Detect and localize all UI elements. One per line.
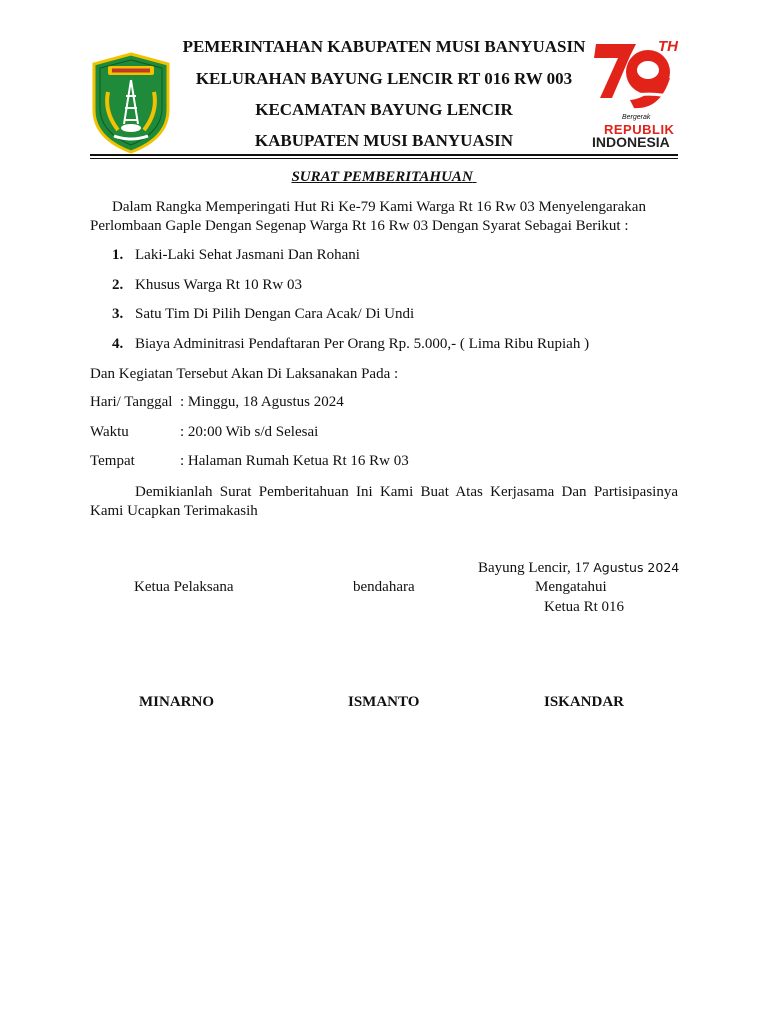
letter-title-text: SURAT PEMBERITAHUAN	[291, 169, 473, 185]
schedule-value: : Minggu, 18 Agustus 2024	[180, 394, 344, 410]
schedule-label: Waktu	[90, 424, 129, 440]
intro-text: Dalam Rangka Memperingati Hut Ri Ke-79 Kami Warga Rt 16 Rw 03 Menyelengarakan Perlombaan Gaple Dengan Segenap Warga Rt 16 Rw 03 Dengan Syarat Sebagai Berikut :	[90, 199, 646, 234]
place-date-suffix: Agustus 2024	[593, 560, 680, 575]
logo-indonesia: INDONESIA	[592, 134, 670, 150]
list-item-text: Laki-Laki Sehat Jasmani Dan Rohani	[135, 247, 360, 263]
list-item-text: Satu Tim Di Pilih Dengan Cara Acak/ Di Undi	[135, 306, 415, 322]
place-date	[478, 560, 679, 577]
list-item-text: Khusus Warga Rt 10 Rw 03	[135, 277, 302, 293]
signature-name-left: MINARNO	[139, 694, 214, 710]
closing-text: Demikianlah Surat Pemberitahuan Ini Kami Buat Atas Kerjasama Dan Partisipasinya Kami Ucapkan Terimakasih	[90, 484, 678, 519]
schedule-value: : 20:00 Wib s/d Selesai	[180, 424, 319, 440]
list-item-number: 4.	[112, 336, 124, 352]
kop-line-4: KABUPATEN MUSI BANYUASIN	[254, 131, 514, 150]
place-date-prefix: Bayung Lencir, 17	[478, 560, 590, 576]
signature-role-left: Ketua Pelaksana	[134, 579, 234, 595]
closing-paragraph	[90, 483, 678, 521]
signature-name-middle: ISMANTO	[348, 694, 420, 710]
schedule-value: : Halaman Rumah Ketua Rt 16 Rw 03	[180, 453, 409, 469]
kop-line-3: KECAMATAN BAYUNG LENCIR	[255, 100, 513, 119]
kop-line-1: PEMERINTAHAN KABUPATEN MUSI BANYUASIN	[182, 37, 586, 56]
signature-name-right: ISKANDAR	[544, 694, 625, 710]
intro-paragraph	[90, 198, 678, 236]
logo-th: TH	[658, 38, 678, 55]
schedule-label: Hari/ Tanggal	[90, 394, 173, 410]
logo-republik: REPUBLIK	[604, 122, 675, 137]
signature-role-right: Ketua Rt 016	[544, 599, 624, 615]
kop-line-2: KELURAHAN BAYUNG LENCIR RT 016 RW 003	[195, 69, 573, 88]
acknowledge-label: Mengatahui	[535, 579, 607, 595]
signature-role-middle: bendahara	[353, 579, 415, 595]
schedule-intro: Dan Kegiatan Tersebut Akan Di Laksanakan Pada :	[90, 366, 399, 382]
list-item-number: 1.	[112, 247, 124, 263]
list-item-number: 2.	[112, 277, 124, 293]
list-item-text: Biaya Adminitrasi Pendaftaran Per Orang Rp. 5.000,- ( Lima Ribu Rupiah )	[135, 336, 590, 352]
header-rule-thin	[90, 158, 678, 159]
hut-ri-79-logo	[590, 38, 688, 150]
list-item-number: 3.	[112, 306, 124, 322]
header-rule-thick	[90, 154, 678, 156]
letter-title	[0, 169, 768, 186]
logo-tagline: Bergerak	[622, 114, 651, 121]
schedule-label: Tempat	[90, 453, 135, 469]
